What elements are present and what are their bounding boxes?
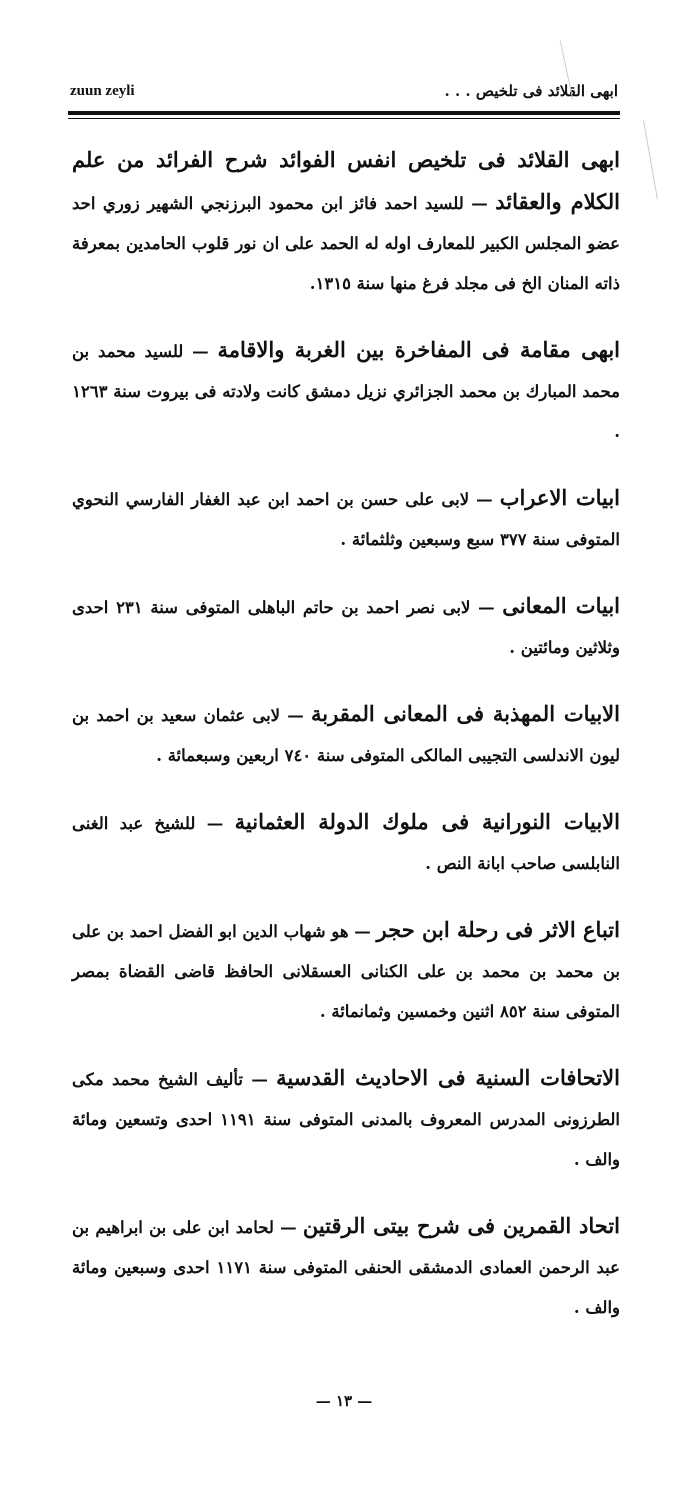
entry-body: — للسيد احمد فائز ابن محمود البرزنجي الشهير زوري احد عضو المجلس الكبير للمعارف اوله له الحمد على ان نور قلوب الحامدين بمعرفة ذاته المنان الخ فى مجلد فرغ منها سنة ١٣١٥. xyxy=(72,194,620,293)
bibliography-entry xyxy=(72,910,620,1032)
running-head xyxy=(70,78,618,104)
header-rule-thick xyxy=(68,111,620,115)
entry-body: — لحامد ابن على بن ابراهيم بن عبد الرحمن العمادى الدمشقى الحنفى المتوفى سنة ١١٧١ احدى وسبعين ومائة والف . xyxy=(72,1218,621,1317)
scan-mark xyxy=(643,121,658,200)
entry-body: — هو شهاب الدين ابو الفضل احمد بن على بن محمد بن محمد بن على الكنانى العسقلانى الحافظ قاضى القضاة بمصر المتوفى سنة ٨٥٢ اثنين وخمسين وثمانمائة . xyxy=(72,922,620,1021)
entry-title: ابهى مقامة فى المفاخرة بين الغربة والاقامة xyxy=(217,337,620,362)
bibliography-entry xyxy=(72,330,620,452)
entry-title: الاتحافات السنية فى الاحاديث القدسية xyxy=(276,1065,620,1090)
bibliography-entry xyxy=(72,1058,620,1180)
entry-body: — لابى نصر احمد بن حاتم الباهلى المتوفى سنة ٢٣١ احدى وثلاثين ومائتين . xyxy=(72,598,620,657)
entry-body: — تأليف الشيخ محمد مكى الطرزونى المدرس المعروف بالمدنى المتوفى سنة ١١٩١ احدى وتسعين ومائة والف . xyxy=(72,1070,620,1169)
entry-title: اتباع الاثر فى رحلة ابن حجر xyxy=(376,917,620,942)
bibliography-entry xyxy=(72,140,620,304)
entry-body: — للشيخ عبد الغنى النابلسى صاحب ابانة النص . xyxy=(72,814,620,873)
header-rule-thin xyxy=(68,118,620,119)
entry-title: ابهى القلائد فى تلخيص انفس الفوائد شرح الفرائد من علم الكلام والعقائد xyxy=(72,147,620,214)
bibliography-entry xyxy=(72,694,620,776)
bibliography-entry xyxy=(72,478,620,560)
running-head-left: zuun zeyli xyxy=(70,82,135,99)
entry-title: الابيات النورانية فى ملوك الدولة العثمانية xyxy=(234,809,620,834)
entry-body: — للسيد محمد بن محمد المبارك بن محمد الجزائري نزيل دمشق كانت ولادته فى بيروت سنة ١٢٦٣ . xyxy=(72,342,620,441)
page-number: — ١٣ — xyxy=(315,1392,373,1410)
bibliography-entry xyxy=(72,802,620,884)
entry-title: الابيات المهذبة فى المعانى المقربة xyxy=(311,701,620,726)
bibliography-entry xyxy=(72,1206,620,1328)
entry-body: — لابى على حسن بن احمد ابن عبد الغفار الفارسي النحوي المتوفى سنة ٣٧٧ سبع وسبعين وثلثمائة . xyxy=(72,490,620,549)
entry-body: — لابى عثمان سعيد بن احمد بن ليون الاندلسى التجيبى المالكى المتوفى سنة ٧٤٠ اربعين وسبعمائة . xyxy=(72,706,620,765)
entries-list xyxy=(72,140,620,1354)
entry-title: ابيات المعانى xyxy=(502,593,620,618)
entry-title: ابيات الاعراب xyxy=(499,485,621,510)
entry-title: اتحاد القمرين فى شرح بيتى الرقتين xyxy=(302,1213,620,1238)
bibliography-entry xyxy=(72,586,620,668)
running-head-right: ابهى القلائد فى تلخيص . . . xyxy=(444,82,618,100)
